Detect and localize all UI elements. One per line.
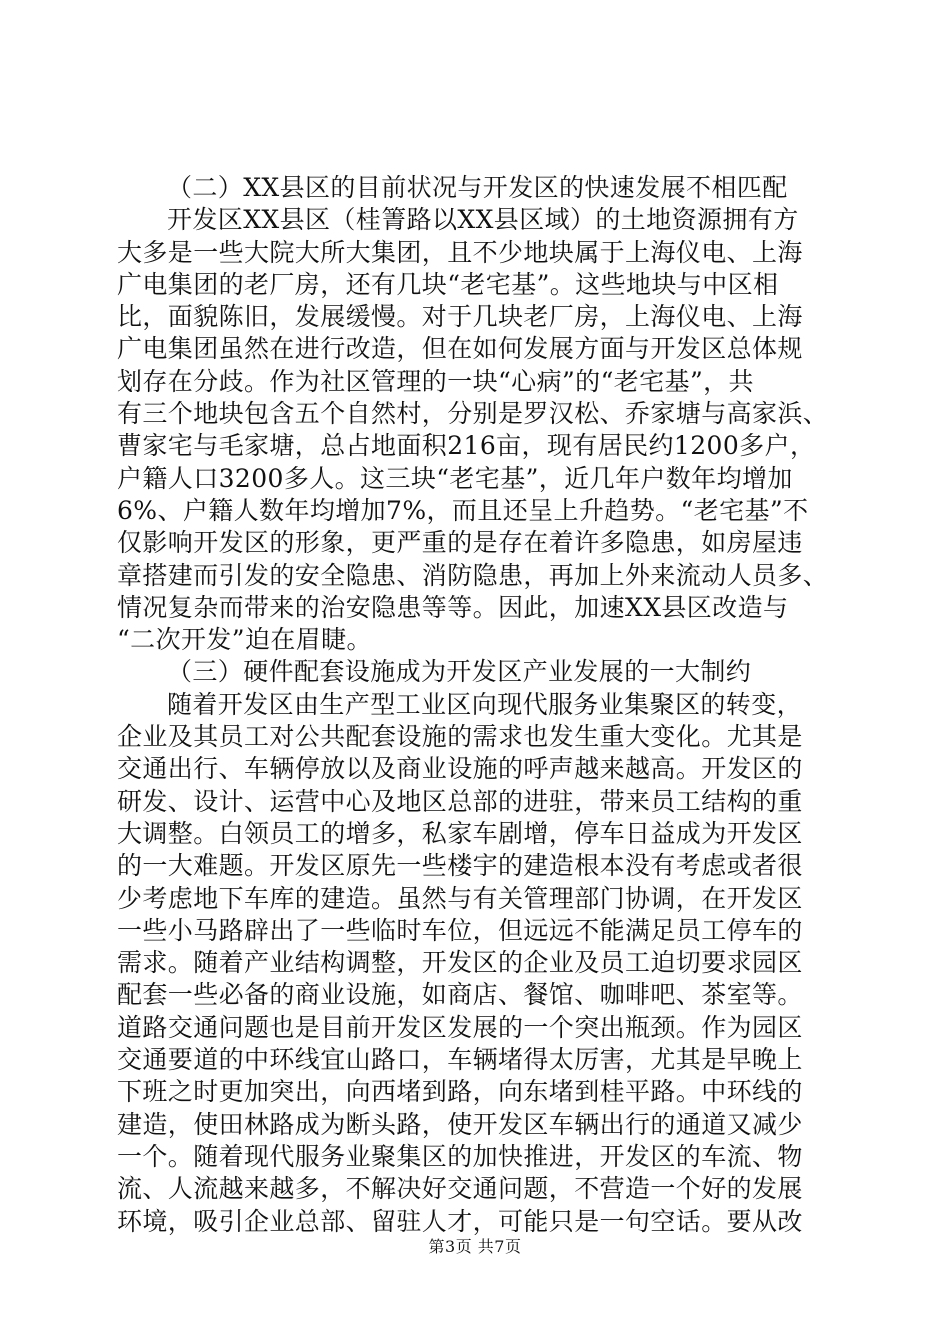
paragraph-line: 情况复杂而带来的治安隐患等等。因此，加速XX县区改造与 (117, 592, 789, 622)
paragraph-line: 一些小马路辟出了一些临时车位，但远远不能满足员工停车的 (117, 915, 803, 945)
paragraph-line: 下班之时更加突出，向西堵到路，向东堵到桂平路。中环线的 (117, 1077, 803, 1107)
section-heading: （三）硬件配套设施成为开发区产业发展的一大制约 (167, 657, 752, 687)
paragraph-line: 需求。随着产业结构调整，开发区的企业及员工迫切要求园区 (117, 948, 803, 978)
paragraph-line: 广电集团虽然在进行改造，但在如何发展方面与开发区总体规 (117, 334, 803, 364)
paragraph-line: 企业及其员工对公共配套设施的需求也发生重大变化。尤其是 (117, 722, 803, 752)
paragraph-line: 配套一些必备的商业设施，如商店、餐馆、咖啡吧、茶室等。 (117, 980, 803, 1010)
paragraph-line: 比，面貌陈旧，发展缓慢。对于几块老厂房，上海仪电、上海 (117, 302, 803, 332)
paragraph-line: 划存在分歧。作为社区管理的一块“心病”的“老宅基”，共 (117, 366, 754, 396)
paragraph-line: 少考虑地下车库的建造。虽然与有关管理部门协调，在开发区 (117, 883, 803, 913)
paragraph-line: 章搭建而引发的安全隐患、消防隐患，再加上外来流动人员多、 (117, 560, 829, 590)
paragraph-line: 大多是一些大院大所大集团，且不少地块属于上海仪电、上海 (117, 237, 803, 267)
page-footer: 第3页 共7页 (428, 1237, 522, 1256)
paragraph-line: 建造，使田林路成为断头路，使开发区车辆出行的通道又减少 (117, 1109, 803, 1139)
paragraph-line: 开发区XX县区（桂箐路以XX县区域）的土地资源拥有方 (167, 205, 799, 235)
paragraph-line: “二次开发”迫在眉睫。 (117, 625, 372, 655)
paragraph-line: 交通要道的中环线宜山路口，车辆堵得太厉害，尤其是早晚上 (117, 1045, 803, 1075)
paragraph-line: 流、人流越来越多，不解决好交通问题，不营造一个好的发展 (117, 1174, 803, 1204)
paragraph-line: 的一大难题。开发区原先一些楼宇的建造根本没有考虑或者很 (117, 851, 803, 881)
paragraph-line: 交通出行、车辆停放以及商业设施的呼声越来越高。开发区的 (117, 754, 803, 784)
paragraph-line: 仅影响开发区的形象，更严重的是存在着许多隐患，如房屋违 (117, 528, 803, 558)
paragraph-line: 有三个地块包含五个自然村，分别是罗汉松、乔家塘与高家浜、 (117, 399, 829, 429)
paragraph-line: 道路交通问题也是目前开发区发展的一个突出瓶颈。作为园区 (117, 1012, 803, 1042)
paragraph-line: 研发、设计、运营中心及地区总部的进驻，带来员工结构的重 (117, 786, 803, 816)
paragraph-line: 大调整。白领员工的增多，私家车剧增，停车日益成为开发区 (117, 818, 803, 848)
paragraph-line: 广电集团的老厂房，还有几块“老宅基”。这些地块与中区相 (117, 269, 779, 299)
paragraph-line: 环境，吸引企业总部、留驻人才，可能只是一句空话。要从改 (117, 1206, 803, 1236)
paragraph-line: 户籍人口3200多人。这三块“老宅基”，近几年户数年均增加 (117, 463, 793, 493)
paragraph-line: 一个。随着现代服务业聚集区的加快推进，开发区的车流、物 (117, 1141, 803, 1171)
paragraph-line: 曹家宅与毛家塘，总占地面积216亩，现有居民约1200多户， (117, 431, 816, 461)
section-heading: （二）XX县区的目前状况与开发区的快速发展不相匹配 (167, 173, 788, 202)
paragraph-line: 随着开发区由生产型工业区向现代服务业集聚区的转变， (167, 689, 803, 719)
paragraph-line: 6%、户籍人数年均增加7%，而且还呈上升趋势。“老宅基”不 (117, 495, 809, 525)
document-body (117, 172, 833, 1238)
